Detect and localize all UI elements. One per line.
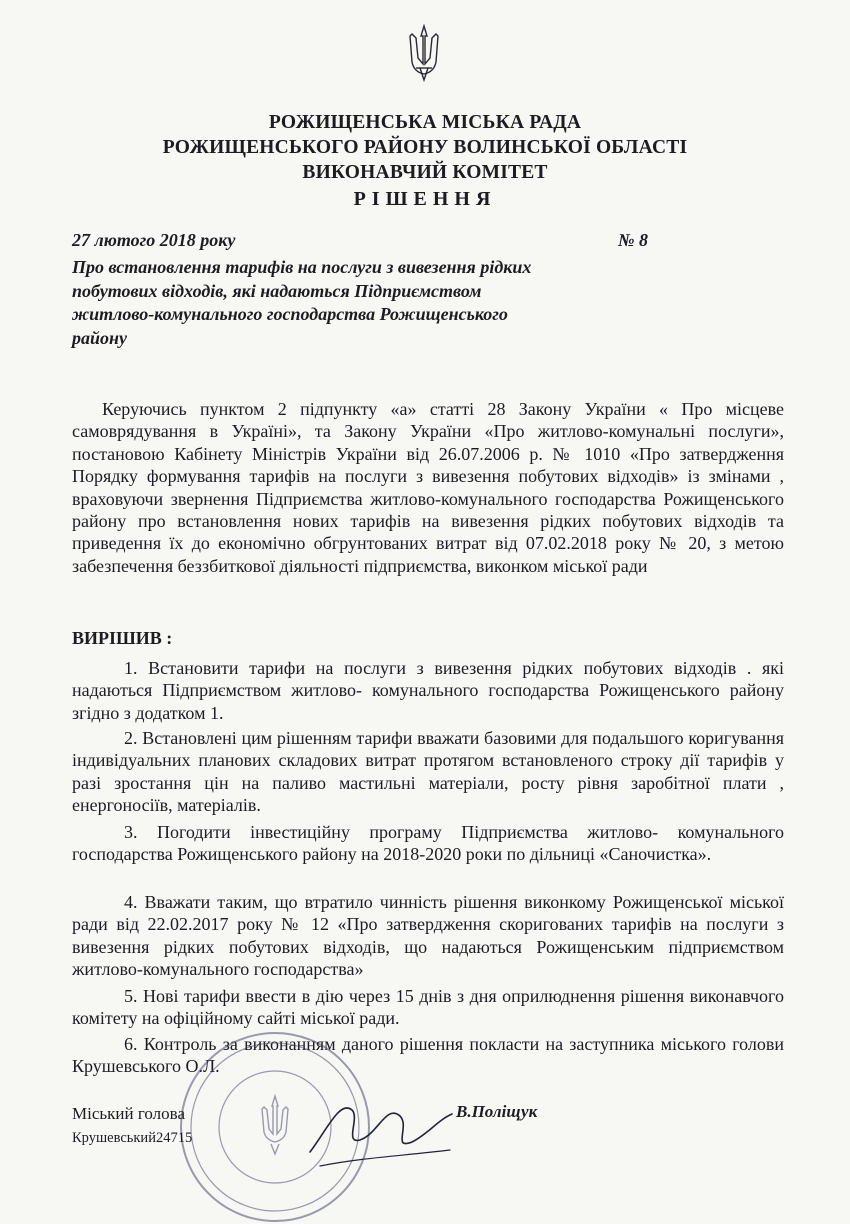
decision-item-1: 1. Встановити тарифи на послуги з вивезення рідких побутових відходів . які надаються Підприємством житлово- комунального господарства Рожищенського району згідно з додатком 1. — [72, 658, 784, 723]
handwritten-signature — [300, 1070, 460, 1180]
district-name: РОЖИЩЕНСЬКОГО РАЙОНУ ВОЛИНСЬКОЇ ОБЛАСТІ — [162, 137, 688, 158]
decision-item-5: 5. Нові тарифи ввести в дію через 15 днів з дня оприлюднення рішення виконавчого комітету на офіційному сайті міської ради. — [72, 986, 784, 1029]
decision-item-2: 2. Встановлені цим рішенням тарифи вважати базовими для подальшого коригування індивідуальних планових складових витрат протягом встановленого строку дії тарифів у разі зростання цін на паливо мастильні матеріали, росту рівня заробітної плати , енергоносіїв, матеріалів. — [72, 728, 784, 816]
resolved-heading: ВИРІШИВ : — [72, 628, 173, 648]
document-type: РІШЕННЯ — [353, 188, 497, 210]
committee-name: ВИКОНАВЧИЙ КОМІТЕТ — [302, 162, 548, 183]
signatory-name: В.Поліщук — [456, 1102, 538, 1121]
decision-date: 27 лютого 2018 року — [72, 230, 236, 250]
signature-block — [72, 1102, 192, 1150]
decision-item-6: 6. Контроль за виконанням даного рішення покласти на заступника міського голови Крушевського О.Л. — [72, 1034, 784, 1077]
decision-item-3: 3. Погодити інвестиційну програму Підприємства житлово- комунального господарства Рожищенського району на 2018-2020 роки по дільниці «Саночистка». — [72, 822, 784, 865]
decision-subject: Про встановлення тарифів на послуги з вивезення рідких побутових відходів, які надаються Підприємством житлово-комунального господарства Рожищенського району — [72, 257, 532, 348]
decision-item-4: 4. Вважати таким, що втратило чинність рішення виконкому Рожищенської міської ради від 22.02.2017 року № 12 «Про затвердження скоригованих тарифів на послуги з вивезення рідких побутових відходів, що надаються Рожищенським підприємством житлово-комунального господарства» — [72, 892, 784, 980]
decision-number: № 8 — [618, 230, 648, 250]
document-header — [0, 110, 850, 213]
executor-name: Крушевський24715 — [72, 1130, 193, 1146]
council-name: РОЖИЩЕНСЬКА МІСЬКА РАДА — [268, 112, 582, 133]
signatory-position: Міський голова — [72, 1104, 185, 1123]
preamble-paragraph: Керуючись пунктом 2 підпункту «а» статті 28 Закону України « Про місцеве самоврядування в Україні», та Закону України «Про житлово-комунальні послуги», постановою Кабінету Міністрів України від 26.07.2006 р. № 1010 «Про затвердження Порядку формування тарифів на послуги з вивезення побутових відходів» із змінами , враховуючи звернення Підприємства житлово-комунального господарства Рожищенського району про встановлення нових тарифів на вивезення рідких побутових відходів та приведення їх до економічно обгрунтованих витрат від 07.02.2018 року № 20, з метою забезпечення беззбиткової діяльності підприємства, виконком міської ради — [72, 399, 784, 576]
coat-of-arms-icon — [406, 24, 442, 82]
